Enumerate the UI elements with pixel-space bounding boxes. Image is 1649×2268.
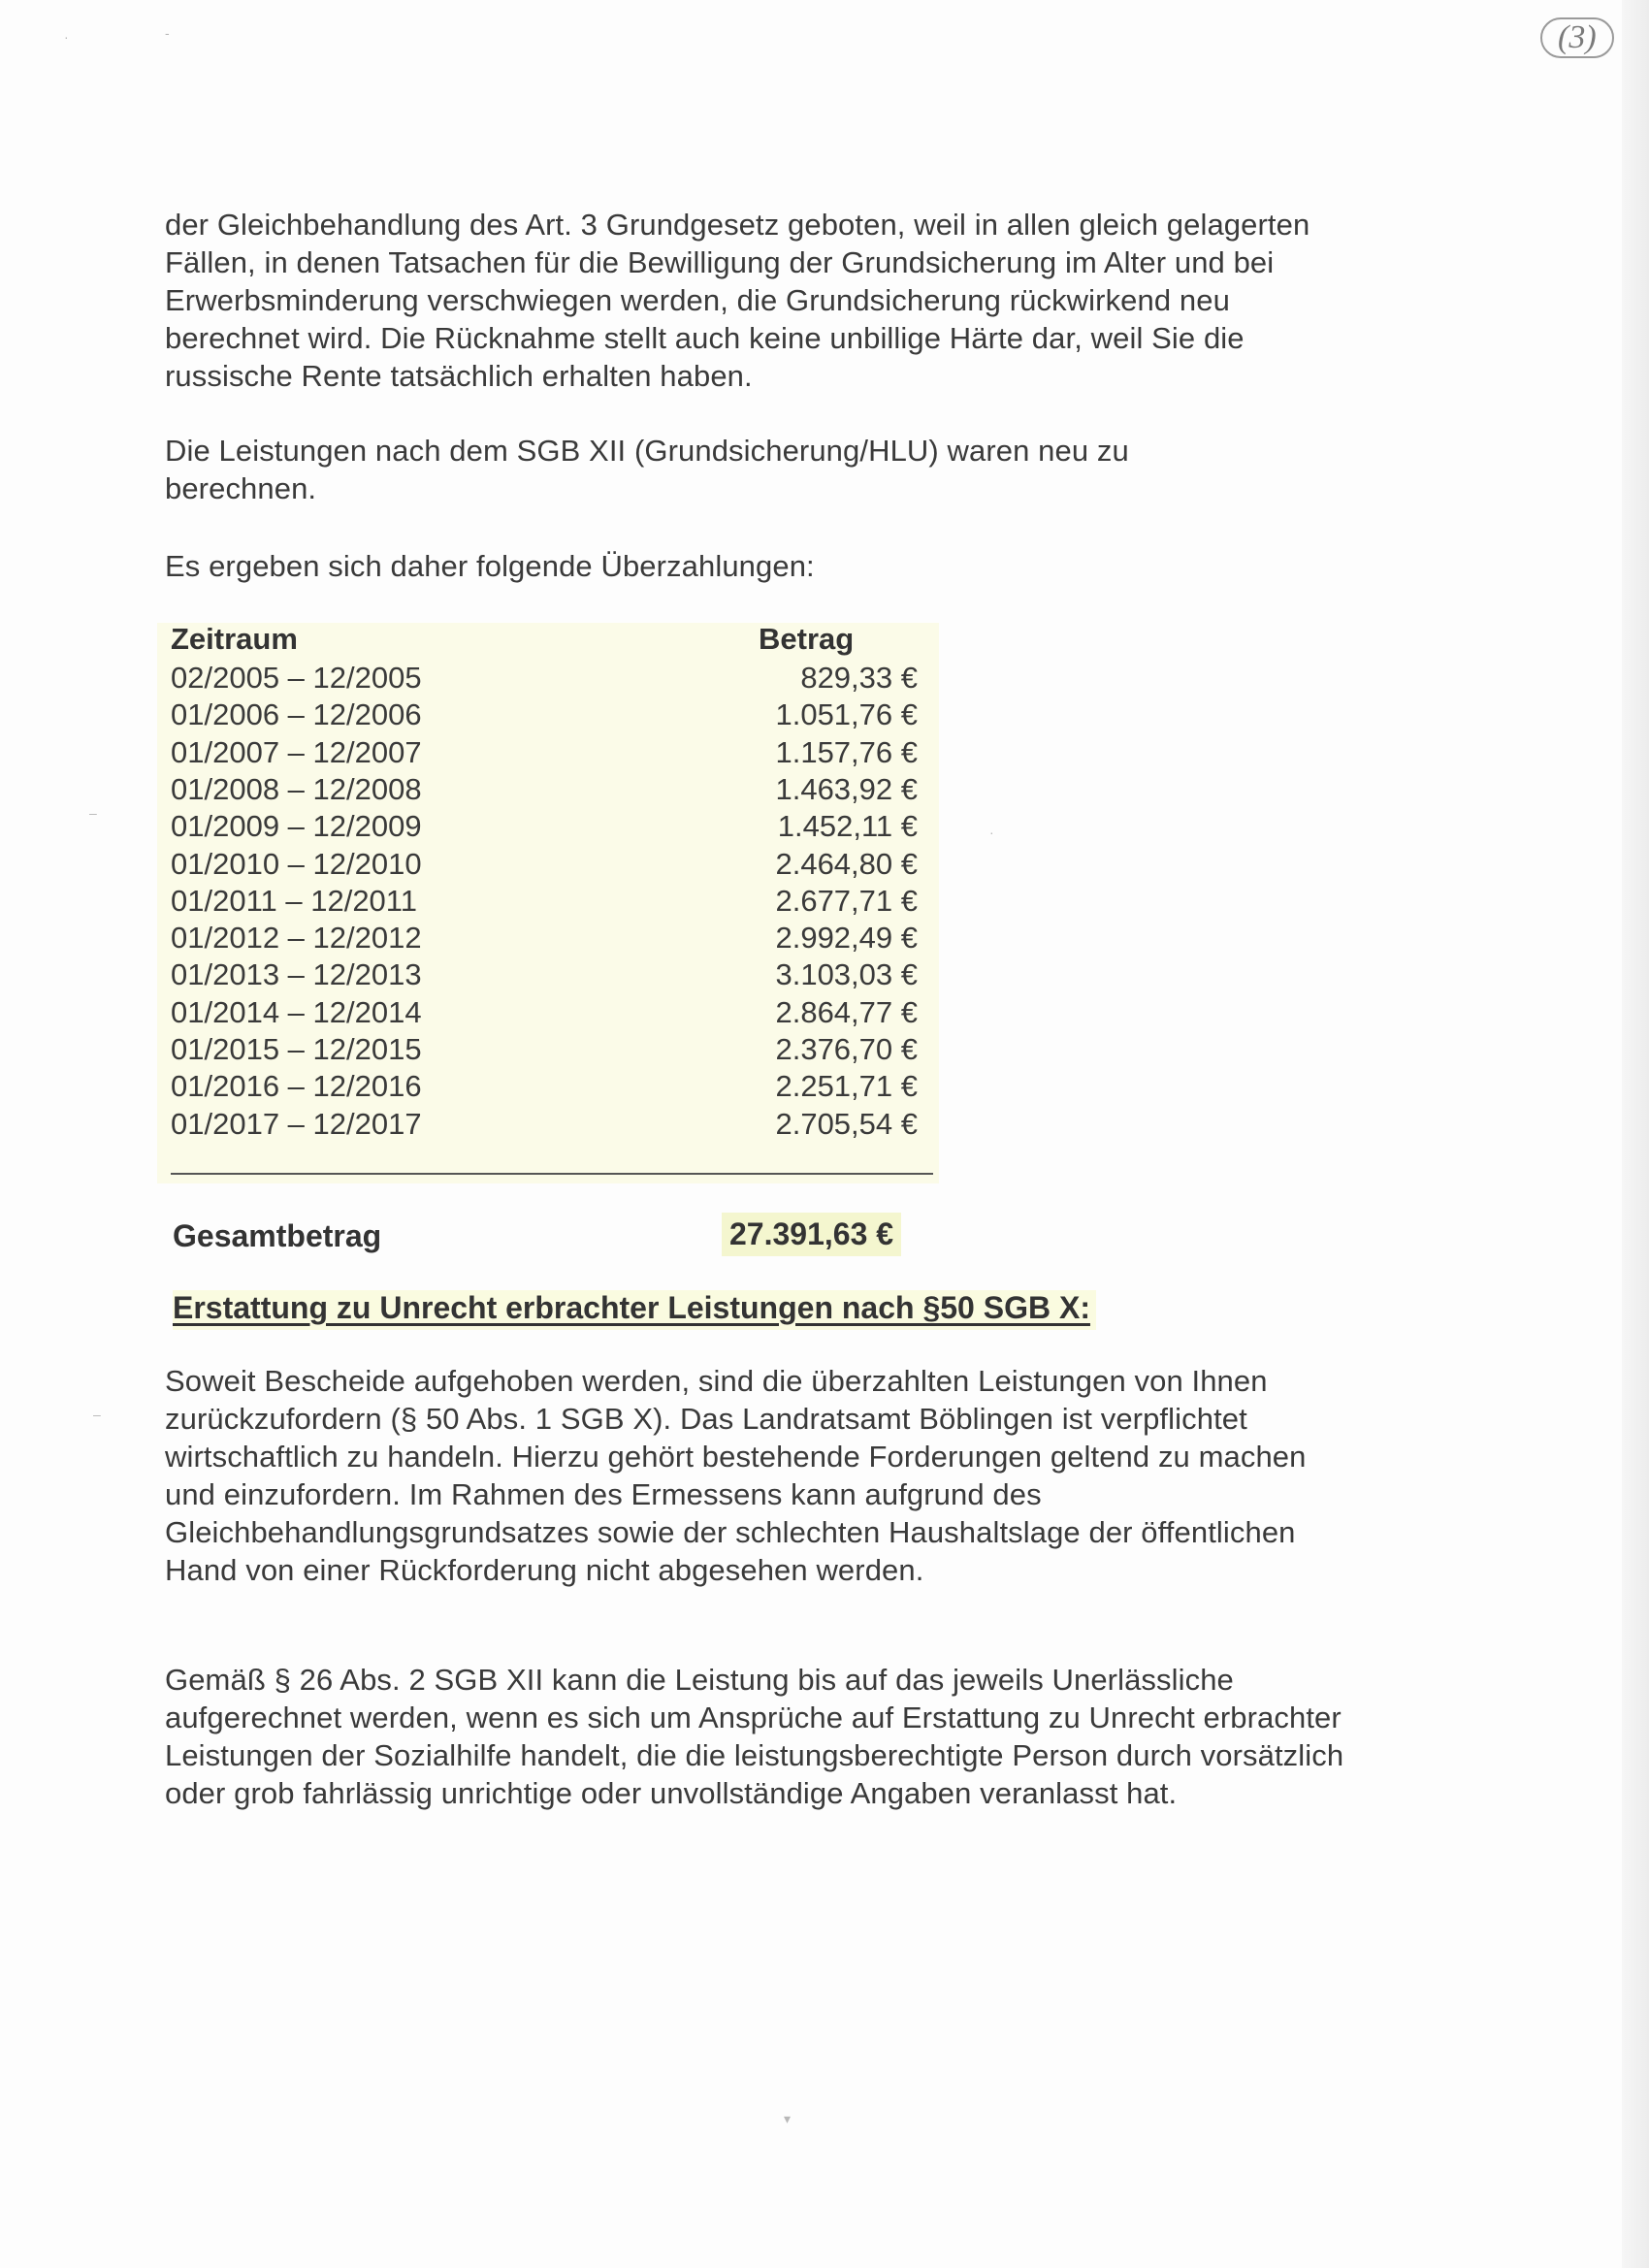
total-value: 27.391,63 €: [722, 1213, 901, 1256]
amount-cell: 1.157,76 €: [775, 734, 918, 769]
period-cell: 01/2007 – 12/2007: [171, 734, 422, 769]
table-row: [171, 808, 918, 845]
scan-edge: [1622, 0, 1649, 2268]
period-cell: 01/2011 – 12/2011: [171, 883, 417, 918]
paragraph-offsetting: Gemäß § 26 Abs. 2 SGB XII kann die Leistung bis auf das jeweils Unerlässliche aufgerechnet werden, wenn es sich um Ansprüche auf Erstattung zu Unrecht erbrachter Leistungen der Sozialhilfe handelt, die die leistungsberechtigte Person durch vorsätzlich oder grob fahrlässig unrichtige oder unvollständige Angaben veranlasst hat.: [165, 1663, 1344, 1810]
amount-cell: 1.452,11 €: [777, 809, 918, 844]
amount-cell: 1.051,76 €: [775, 697, 918, 732]
amount-cell: 829,33 €: [800, 661, 918, 695]
total-label: Gesamtbetrag: [173, 1218, 382, 1253]
paragraph-recalculation: Die Leistungen nach dem SGB XII (Grundsicherung/HLU) waren neu zu berechnen.: [165, 434, 1129, 505]
amount-cell: 2.376,70 €: [775, 1032, 918, 1066]
table-row: [171, 771, 918, 808]
scan-speck: ▾: [784, 2111, 792, 2126]
table-row: [171, 883, 918, 920]
amount-cell: 2.677,71 €: [775, 883, 918, 918]
paragraph-equal-treatment: der Gleichbehandlung des Art. 3 Grundgesetz geboten, weil in allen gleich gelagerten Fällen, in denen Tatsachen für die Bewilligung der Grundsicherung im Alter und bei Erwerbsminderung verschwiegen werden, die Grundsicherung rückwirkend neu berechnet wird. Die Rücknahme stellt auch keine unbillige Härte dar, weil Sie die russische Rente tatsächlich erhalten haben.: [165, 208, 1310, 393]
amount-cell: 2.992,49 €: [775, 921, 918, 956]
scan-speck: ·: [989, 825, 994, 840]
amount-cell: 1.463,92 €: [775, 771, 918, 806]
table-row: [171, 660, 918, 697]
period-cell: 01/2016 – 12/2016: [171, 1069, 422, 1104]
table-row: [171, 1068, 918, 1105]
period-cell: 02/2005 – 12/2005: [171, 661, 422, 695]
table-divider: [171, 1173, 933, 1175]
paragraph-repayment: Soweit Bescheide aufgehoben werden, sind die überzahlten Leistungen von Ihnen zurückzufordern (§ 50 Abs. 1 SGB X). Das Landratsamt Böblingen ist verpflichtet wirtschaftlich zu handeln. Hierzu gehört bestehende Forderungen geltend zu machen und einzufordern. Im Rahmen des Ermessens kann aufgrund des Gleichbehandlungsgrundsatzes sowie der schlechten Haushaltslage der öffentlichen Hand von einer Rückforderung nicht abgesehen werden.: [165, 1364, 1307, 1587]
table-row: [171, 920, 918, 956]
table-row: [171, 734, 918, 771]
table-row: [171, 697, 918, 733]
scan-speck: –: [89, 805, 97, 821]
table-row: [171, 994, 918, 1031]
period-cell: 01/2010 – 12/2010: [171, 846, 422, 881]
period-cell: 01/2017 – 12/2017: [171, 1106, 422, 1141]
period-cell: 01/2014 – 12/2014: [171, 994, 422, 1029]
amount-cell: 2.705,54 €: [775, 1106, 918, 1141]
column-header-amount: Betrag: [759, 622, 855, 656]
amount-cell: 3.103,03 €: [775, 957, 918, 992]
period-cell: 01/2008 – 12/2008: [171, 771, 422, 806]
table-row: [171, 1106, 918, 1143]
amount-cell: 2.251,71 €: [775, 1069, 918, 1104]
period-cell: 01/2006 – 12/2006: [171, 697, 422, 732]
column-header-period: Zeitraum: [171, 622, 298, 656]
period-cell: 01/2015 – 12/2015: [171, 1032, 422, 1066]
table-row: [171, 1031, 918, 1068]
table-row: [171, 956, 918, 993]
period-cell: 01/2009 – 12/2009: [171, 809, 422, 844]
amount-cell: 2.464,80 €: [775, 846, 918, 881]
table-row: [171, 846, 918, 883]
scan-speck: –: [93, 1407, 101, 1422]
scan-speck: -: [165, 25, 170, 41]
amount-cell: 2.864,77 €: [775, 994, 918, 1029]
period-cell: 01/2012 – 12/2012: [171, 921, 422, 956]
scan-speck: ·: [64, 29, 69, 45]
page-number: (3): [1540, 17, 1614, 58]
paragraph-overpayments-intro: Es ergeben sich daher folgende Überzahlungen:: [165, 549, 815, 583]
period-cell: 01/2013 – 12/2013: [171, 957, 422, 992]
section-heading: Erstattung zu Unrecht erbrachter Leistungen nach §50 SGB X:: [173, 1290, 1096, 1330]
